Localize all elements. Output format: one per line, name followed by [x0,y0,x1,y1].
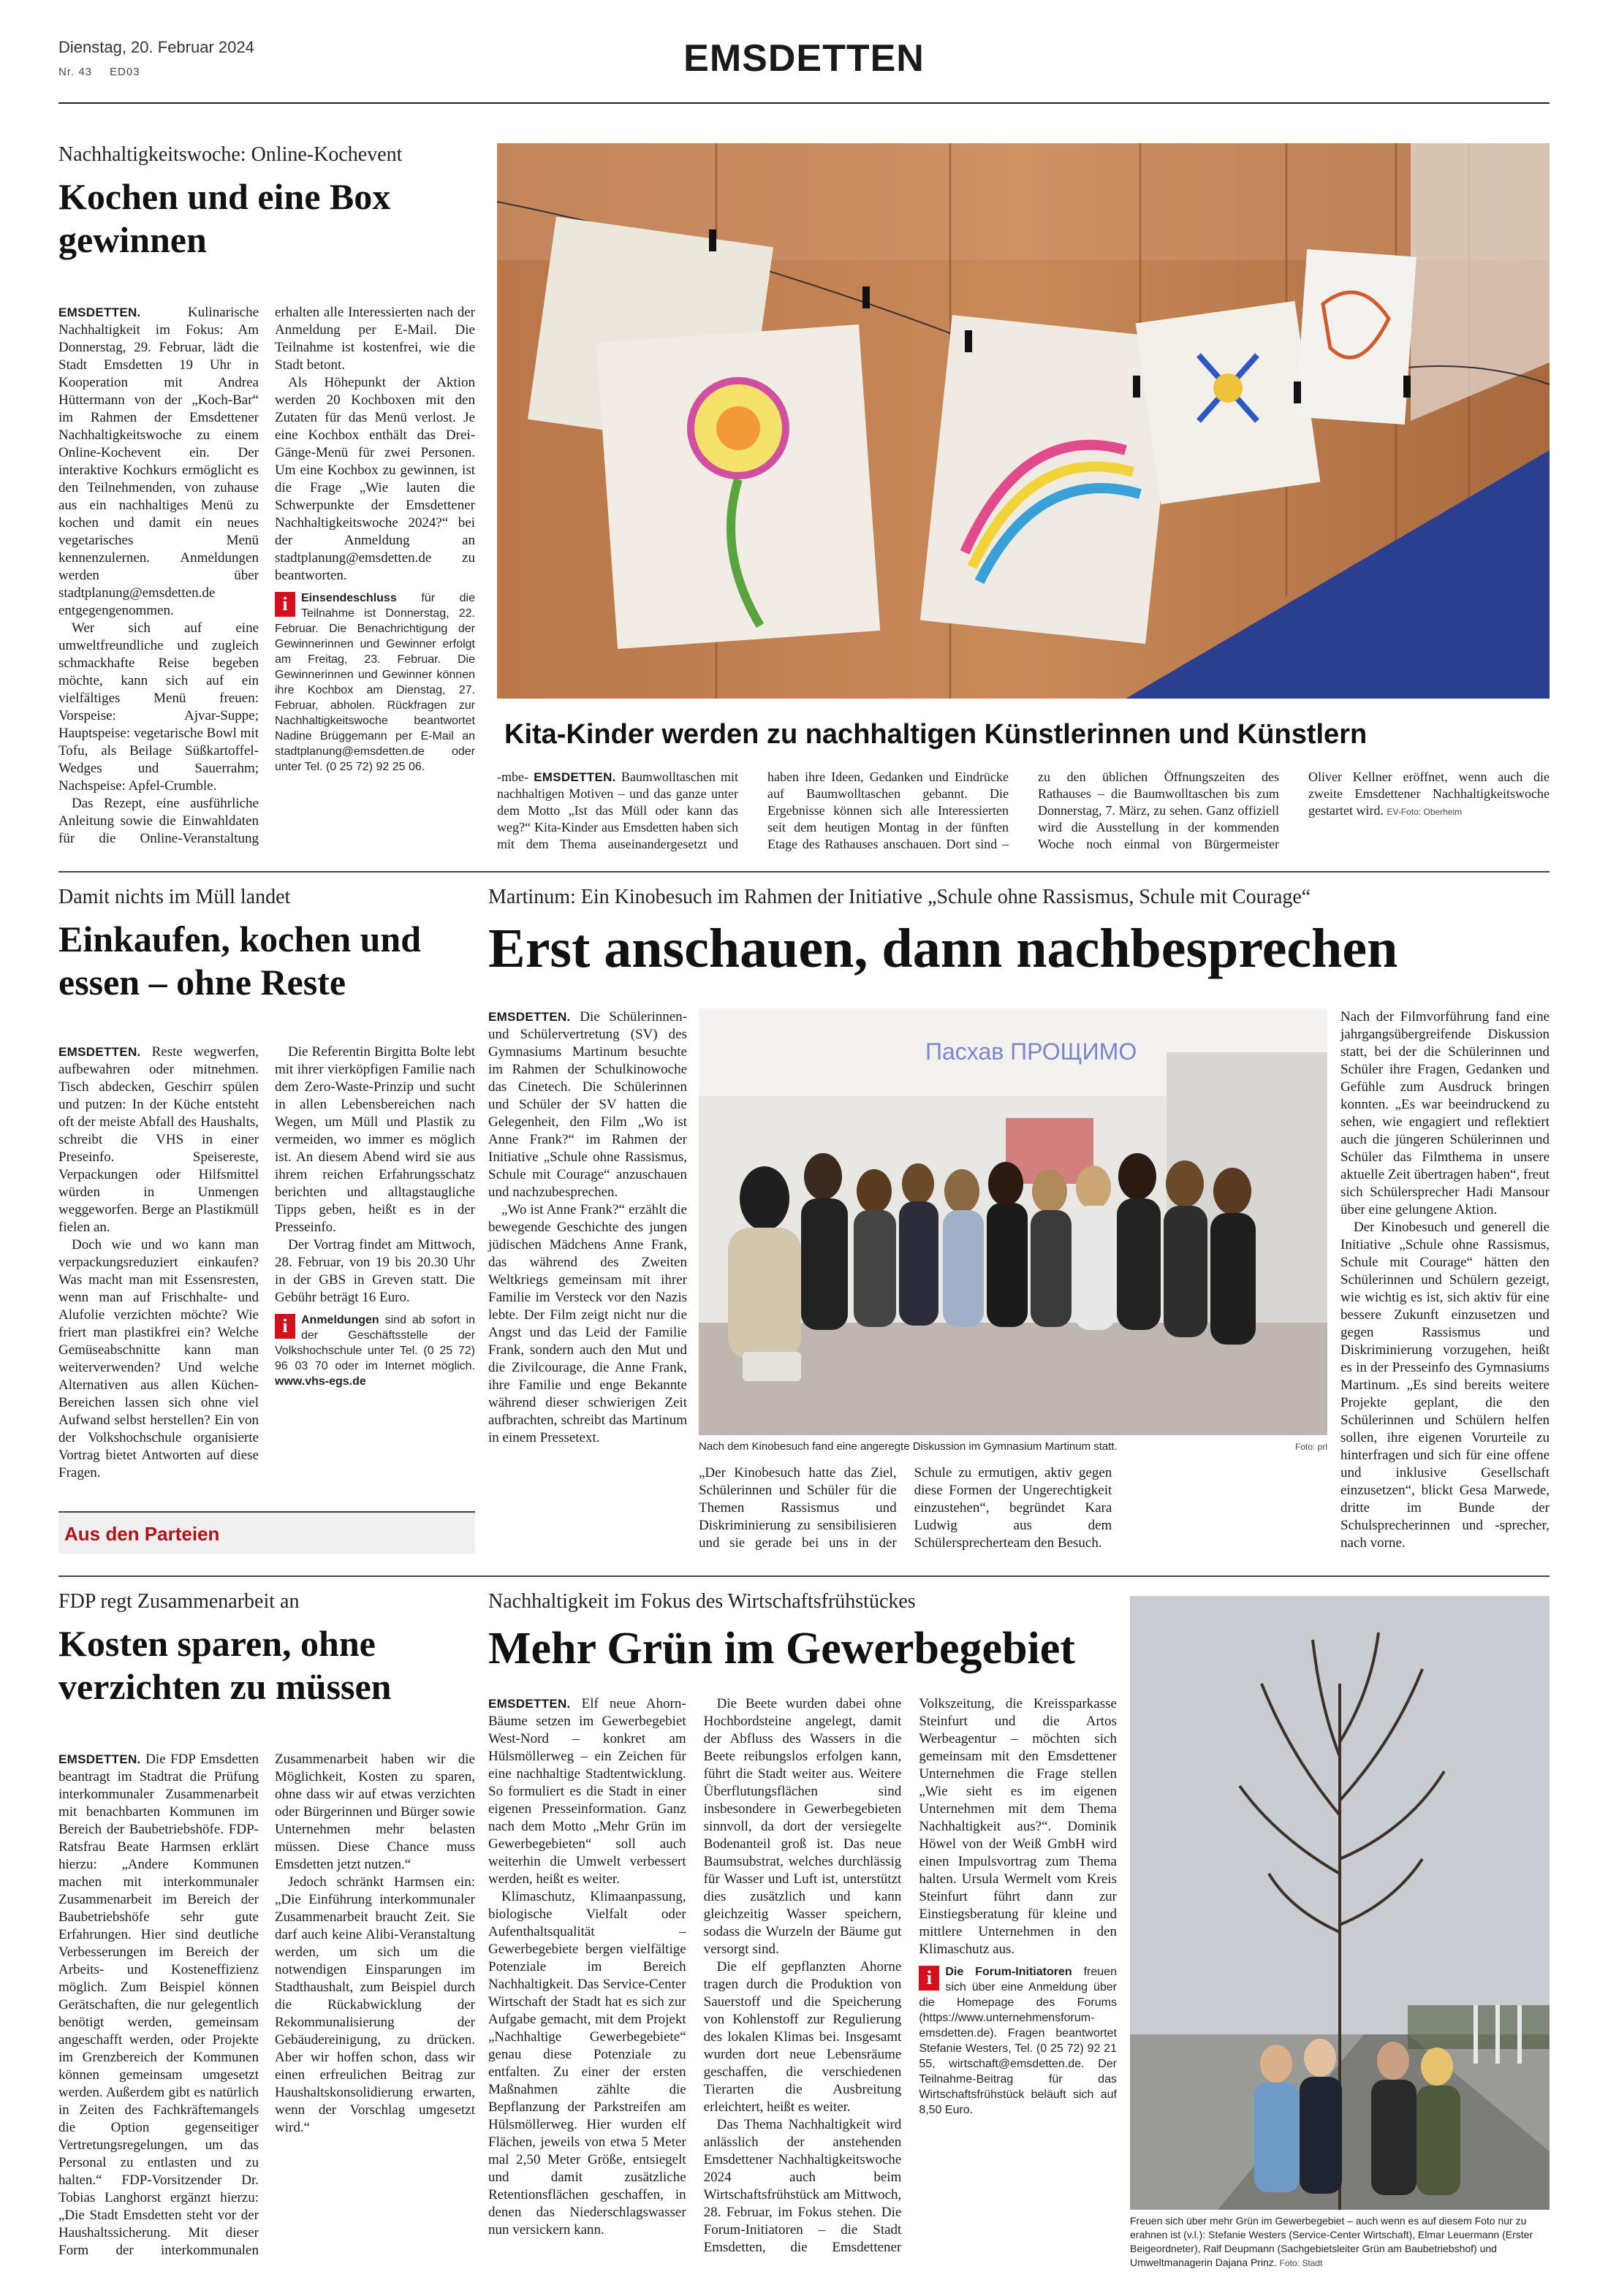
photo-tree-planting [1130,1596,1550,2210]
article-martinum-col4 [1340,1008,1550,1564]
article-kicker: Damit nichts im Müll landet [58,886,291,908]
kita-bags-image [497,143,1550,699]
banner-text: Пасхав ПРОЩИМО [925,1038,1137,1065]
info-box: i Anmeldungen sind ab sofort in der Geschäftsstelle der Volkshochschule unter Tel. (0 25 72) 96 03 70 oder im Internet möglich. www.vhs-egs.de [275,1314,476,1388]
info-icon: i [919,1966,939,1991]
edition-code: ED03 [110,66,140,78]
article-fdp [58,1590,475,1708]
article-kicker: Martinum: Ein Kinobesuch im Rahmen der Initiative „Schule ohne Rassismus, Schule mit Courage“ [488,886,1311,908]
issue-number: Nr. 43 [58,66,93,78]
article-headline: Mehr Grün im Gewerbegebiet [488,1624,1075,1673]
article-paragraph: Doch wie und wo kann man verpackungsreduziert einkaufen? Was macht man mit Essensresten, wenn man auf Frischhalte- und Alufolie verzichten möchte? Wie friert man plastikfrei ein? Welche Gemüseabschnitte kann man weiterverwenden? Und welche Alternativen aus allen Küchen-Bereichen lassen sich ohne viel Aufwand selbst herstellen? Ein von der Volkshochschule organisierte Vortrag bietet Antworten auf diese Fragen. [58,1237,259,1480]
info-icon: i [275,592,295,617]
page-date: Dienstag, 20. Februar 2024 [58,38,254,56]
photo-credit: EV-Foto: Oberheim [1387,807,1463,817]
article-kochen [58,143,475,262]
tree-caption: Freuen sich über mehr Grün im Gewerbegebiet – auch wenn es auf diesem Foto nur zu erahnen ist (v.l.): Stefanie Westers (Service-Center Wirtschaft), Elmar Leuermann (Erster Beigeordneter), Ralf Deupmann (Sachgebietsleiter Grün am Baubetriebshof) und Umweltmanagerin Dajana Prinz. Foto: Stadt [1130,2215,1533,2268]
article-paragraph: Der Kinobesuch und generell die Initiative „Schule ohne Rassismus, Schule mit Courage“ hätten den Schülerinnen und Schülern gezeigt, wie wichtig es ist, sich aktiv für eine bessere Zukunft einzusetzen und gegen Rassismus und Diskriminierung vorzugehen, heißt es in der Presseinfo des Gymnasiums Martinum. „Es sind bereits weitere Projekte geplant, die den Schülerinnen und Schülern helfen sollen, ihre eigenen Vorurteile zu hinterfragen und sich für eine offene und inklusive Gesellschaft einzusetzen“, blickt Gesa Marwede, dritte im Bunde der Schulsprecherinnen und -sprecher, nach vorne. [1340,1220,1550,1551]
article-kicker: Nachhaltigkeit im Fokus des Wirtschaftsfrühstückes [488,1590,916,1613]
parties-label: Aus den Parteien [64,1523,220,1545]
article-headline: Kochen und eine Box gewinnen [58,176,391,260]
section-title: EMSDETTEN [683,37,925,80]
article-paragraph: Jedoch schränkt Harmsen ein: „Die Einführung interkommunaler Zusammenarbeit braucht Zeit. Sie darf auch keine Alibi-Veranstaltung werden, um sich um die notwendigen Einsparungen im Stadthaushalt, zum Beispiel durch die Rückabwicklung der Rekommunalisierung der Gebäudereinigung, zu drücken. Aber wir hoffen schon, dass wir einen erfreulichen Beitrag zur Haushaltskonsolidierung erwarten, wenn der Vorschlag umgesetzt wird.“ [275,1874,475,2135]
article-gewerbe-body [488,1695,1117,2265]
article-headline: Einkaufen, kochen und essen – ohne Reste [58,919,422,1003]
article-headline: Kosten sparen, ohne verzichten zu müssen [58,1623,392,1707]
article-martinum-col1 [488,1008,688,1445]
article-kochen-body [58,304,475,859]
info-box: i Einsendeschluss für die Teilnahme ist Donnerstag, 22. Februar. Die Benachrichtigung der Gewinnerinnen und Gewinner erfolgt am Freitag, 23. Februar. Die Gewinnerinnen und Gewinner können ihre Kochbox am Dienstag, 27. Februar, abholen. Rückfragen zur Nachhaltigkeitswoche beantwortet Nadine Brüggemann per E-Mail an stadtplanung@emsdetten.de oder unter Tel. (0 25 72) 92 25 06. [275,592,475,773]
article-paragraph: EMSDETTEN. Kulinarische Nachhaltigkeit im Fokus: Am Donnerstag, 29. Februar, lädt die Stadt Emsdetten 19 Uhr in Kooperation mit Andrea Hüttermann von der „Koch-Bar“ im Rahmen der Emsdettener Nachhaltigkeitswoche zu einem Online-Kochevent ein. Der interaktive Kochkurs ermöglicht es den Teilnehmenden, von zuhause aus ein nachhaltiges Menü zu kochen und damit ein neues vegetarisches Menü kennenzulernen. Anmeldungen werden über stadtplanung@emsdetten.de entgegengenommen. [58,305,259,618]
article-paragraph: Nach der Filmvorführung fand eine jahrgangsübergreifende Diskussion statt, bei der die Schülerinnen und Schüler ihre Fragen, Gedanken und Gefühle zum Ausdruck bringen konnten. „Es war beeindruckend zu sehen, wie engagiert und reflektiert auch die jüngeren Schülerinnen und Schüler das Filmthema in unsere aktuelle Zeit übertragen haben“, freut sich Schülersprecher Hadi Mansour über eine gelungene Aktion. [1340,1009,1550,1217]
article-headline: Erst anschauen, dann nachbesprechen [488,918,1398,979]
article-paragraph: Das Rezept, eine ausführliche Anleitung sowie die Einwahldaten für die Online-Veranstaltung erhalten alle Interessierten nach der Anmeldung per E-Mail. Die Teilnahme ist kostenfrei, wie die Stadt betont. [58,305,475,846]
article-fdp-body [58,1751,475,2262]
kita-paragraph: -mbe- EMSDETTEN. Baumwolltaschen mit nachhaltigen Motiven – und das ganze unter dem Motto „Ist das Müll oder kann das weg?“ Kita-Kinder aus Emsdetten haben sich mit dem Thema auseinandergesetzt und haben ihre Ideen, Gedanken und Eindrücke auf Baumwolltaschen gebannt. Die Ergebnisse können sich alle Interessierten seit dem heutigen Montag in der fünften Etage des Rathauses anschauen. Dort sind – zu den üblichen Öffnungszeiten des Rathauses – die Baumwolltaschen bis zum Donnerstag, 7. März, zu sehen. Ganz offiziell wird die Ausstellung in der kommenden Woche noch einmal von Bürgermeister Oliver Kellner eröffnet, wenn auch die zweite Emsdettener Nachhaltigkeitswoche gestartet wird. EV-Foto: Oberheim [497,769,1550,851]
article-paragraph: Als Höhepunkt der Aktion werden 20 Kochboxen mit den Zutaten für das Menü verlost. Je eine Kochbox enthält das Drei-Gänge-Menü für zwei Personen. Um eine Kochbox zu gewinnen, ist die Frage „Wie lauten die Schwerpunkte der Emsdettener Nachhaltigkeitswoche 2024?“ bei der Anmeldung an stadtplanung@emsdetten.de zu beantworten. [275,375,475,583]
dateline: EMSDETTEN. [58,305,141,319]
article-paragraph: „Der Kinobesuch hatte das Ziel, Schülerinnen und Schüler für die Themen Rassismus und Diskriminierung zu sensibilisieren und sie gerade bei uns in der Schule zu ermutigen, aktiv gegen diese Formen der Ungerechtigkeit einzustehen“, begründet Kara Ludwig aus dem Schülersprecherteam den Besuch. [699,1465,1112,1551]
article-paragraph: Der Vortrag findet am Mittwoch, 28. Februar, von 19 bis 20.30 Uhr in der GBS in Greven statt. Die Gebühr beträgt 16 Euro. [275,1237,475,1305]
article-reste-body [58,1044,475,1492]
section-divider [58,1575,1550,1577]
article-martinum-lower [699,1464,1327,1568]
article-paragraph: Die Referentin Birgitta Bolte lebt mit ihrer vierköpfigen Familie nach dem Zero-Waste-Prinzip und sucht in allen Lebensbereichen nach Wegen, um Müll und Plastik zu vermeiden, wo immer es möglich ist. An diesem Abend wird sie aus ihrem reichen Erfahrungsschatz berichten und alltagstaugliche Tipps geben, heißt es in der Presseinfo. [275,1044,475,1235]
article-kicker: FDP regt Zusammenarbeit an [58,1590,300,1613]
info-box: i Die Forum-Initiatoren freuen sich über eine Anmeldung über die Homepage des Forums (https://www.unternehmensforum-emsdetten.de). Fragen beantwortet Stefanie Westers, Tel. (0 25 72) 92 21 55, wirtschaft@emsdetten.de. Der Teilnahme-Beitrag für das Wirtschaftsfrühstück beläuft sich auf 8,50 Euro. [919,1966,1117,2116]
info-icon: i [275,1314,295,1339]
photo-kita-bags [497,143,1550,699]
article-paragraph: „Wo ist Anne Frank?“ erzählt die bewegende Geschichte des jungen jüdischen Mädchens Anne Frank, das während des Zweiten Weltkriegs gemeinsam mit ihrer Familie im Versteck vor den Nazis lebte. Der Film zeigt nicht nur die Angst und das Leid der Familie Frank, sondern auch den Mut und die Zivilcourage, die Anne Frank, ihre Familie und enge Bekannte während dieser schwierigen Zeit aufbrachten, schreibt das Martinum in einem Pressetext. [488,1202,687,1445]
section-divider [58,871,1550,873]
photo-credit: Foto: Stadt [1279,2258,1323,2268]
article-paragraph: EMSDETTEN. Die FDP Emsdetten beantragt im Stadtrat die Prüfung interkommunaler Zusammenarbeit mit benachbarten Kommunen im Bereich der Baubetriebshöfe. FDP-Ratsfrau Beate Harmsen erklärt hierzu: „Andere Kommunen machen mit interkommunaler Zusammenarbeit im Bereich der Baubetriebshöfe sehr gute Erfahrungen. Hier sind deutliche Verbesserungen im Bereich der Arbeits- und Kosteneffizienz möglich. Zum Beispiel können Gerätschaften, die nur gelegentlich benötigt werden, gemeinsam angeschafft werden, oder Projekte im Grenzbereich der Kommunen können gemeinsam umgesetzt werden. Außerdem gibt es natürlich in Zeiten des Fachkräftemangels die Option gegenseitiger Vertretungsregelungen, um das Personal zu entlasten und zu halten.“ FDP-Vorsitzender Dr. Tobias Langhorst ergänzt hierzu: „Die Stadt Emsdetten steht vor der Haushaltssicherung. Mit dieser Form der interkommunalen Zusammenarbeit haben wir die Möglichkeit, Kosten zu sparen, ohne dass wir auf etwas verzichten oder Bürgerinnen und Bürger sowie Unternehmen mehr belasten müssen. Diese Chance muss Emsdetten jetzt nutzen.“ [58,1752,475,2258]
article-paragraph: EMSDETTEN. Reste wegwerfen, aufbewahren oder mitnehmen. Tisch abdecken, Geschirr spülen und putzen: In der Küche entsteht oft der meiste Abfall des Haushalts, schreibt die VHS in einer Preseinfo. Speisereste, Verpackungen oder Hilfsmittel würden in Unmengen weggeworfen. Berge an Plastikmüll fielen an. [58,1044,259,1235]
article-reste [58,886,475,1004]
tree-photo-image [1130,1596,1550,2210]
article-paragraph: Die Beete wurden dabei ohne Hochbordsteine angelegt, damit der Abfluss des Wassers in die Beete reibungslos erfolgen kann, führt die Stadt weiter aus. Weitere Überflutungsflächen sind insbesondere in Gewerbegebieten sinnvoll, da dort der versiegelte Bodenanteil groß ist. Das neue Baumsubstrat, welches durchlässig für Wasser und Luft ist, unterstützt dies zusätzlich und kann gleichzeitig Wasser speichern, sodass die Wurzeln der Bäume gut versorgt sind. [703,1696,902,1957]
article-paragraph: Klimaschutz, Klimaanpassung, biologische Vielfalt oder Aufenthaltsqualität – Gewerbegebiete bergen vielfältige Potenziale im Bereich Nachhaltigkeit. Das Service-Center Wirtschaft der Stadt hat es sich zur Aufgabe gemacht, mit dem Projekt „Nachhaltige Gewerbegebiete“ genau diese Potenziale zu entfalten. Zu einer der ersten Maßnahmen zählte die Bepflanzung der Parkstreifen am Hülsmöllerweg. Hier wurden elf Flächen, jeweils von etwa 5 Meter mal 2,50 Meter Größe, entsiegelt und damit zusätzliche Retentionsflächen geschaffen, in denen das Niederschlagswasser nun versickern kann. [488,1889,686,2238]
martinum-caption: Nach dem Kinobesuch fand eine angeregte Diskussion im Gymnasium Martinum statt. [699,1440,1118,1453]
article-paragraph: EMSDETTEN. Elf neue Ahorn-Bäume setzen im Gewerbegebiet West-Nord – konkret am Hülsmöllerweg – ein Zeichen für eine nachhaltige Stadtentwicklung. So formuliert es die Stadt in einer eigenen Presseinformation. Ganz nach dem Motto „Mehr Grün im Gewerbegebieten“ soll auch weiterhin die Umwelt verbessert werden, heißt es weiter. [488,1696,686,1887]
article-paragraph: Das Thema Nachhaltigkeit wird anlässlich der anstehenden Emsdettener Nachhaltigkeitswoche 2024 auch beim Wirtschaftsfrühstück am Mittwoch, 28. Februar, im Fokus stehen. Die Forum-Initiatoren – die Stadt Emsdetten, die Emsdettener Volkszeitung, die Kreissparkasse Steinfurt und die Artos Werbeagentur – möchten sich gemeinsam mit den Emsdettener Unternehmen die Frage stellen „Wie sieht es im eigenen Unternehmen mit dem Thema Nachhaltigkeit aus?“. Dominik Höwel von der Weiß GmbH wird einen Impulsvortrag zum Thema halten. Ursula Wermelt vom Kreis Steinfurt führt dann zur Einstiegsberatung für kleine und mittlere Unternehmen in den Klimaschutz aus. [703,1696,1117,2255]
vhs-link[interactable]: www.vhs-egs.de [275,1375,366,1388]
article-martinum [488,886,1550,982]
article-paragraph: Die elf gepflanzten Ahorne tragen durch die Produktion von Sauerstoff und die Speicherung von Kohlenstoff zur Regulierung des lokalen Klimas bei. Insgesamt wurden dort neue Lebensräume geschaffen, die verschiedenen Tierarten die Ausbreitung erleichtert, heißt es weiter. [703,1959,902,2115]
group-photo-image [699,1008,1327,1435]
photo-credit: Foto: prl [1294,1442,1327,1452]
parties-bar [58,1511,475,1554]
article-paragraph: EMSDETTEN. Die Schülerinnen- und Schülervertretung (SV) des Gymnasiums Martinum besuchte im Rahmen der Schulkinowoche das Cinetech. Die Schülerinnen und Schüler der SV hatten die Gelegenheit, den Film „Wo ist Anne Frank?“ im Rahmen der Initiative „Schule ohne Rassismus, Schule mit Courage“ anzuschauen und nachzubesprechen. [488,1009,688,1200]
header-rule [58,102,1550,104]
photo-martinum-group [699,1008,1327,1435]
kita-headline: Kita-Kinder werden zu nachhaltigen Künstlerinnen und Künstlern [504,719,1368,750]
article-kicker: Nachhaltigkeitswoche: Online-Kochevent [58,143,403,166]
kita-body [497,769,1550,859]
article-paragraph: Wer sich auf eine umweltfreundliche und zugleich schmackhafte Reise begeben möchte, kann sich auf ein vielfältiges Menü freuen: Vorspeise: Ajvar-Suppe; Hauptspeise: vegetarische Bowl mit Tofu, als Beilage Süßkartoffel-Wedges und Sauerrahm; Nachspeise: Apfel-Crumble. [58,620,259,794]
